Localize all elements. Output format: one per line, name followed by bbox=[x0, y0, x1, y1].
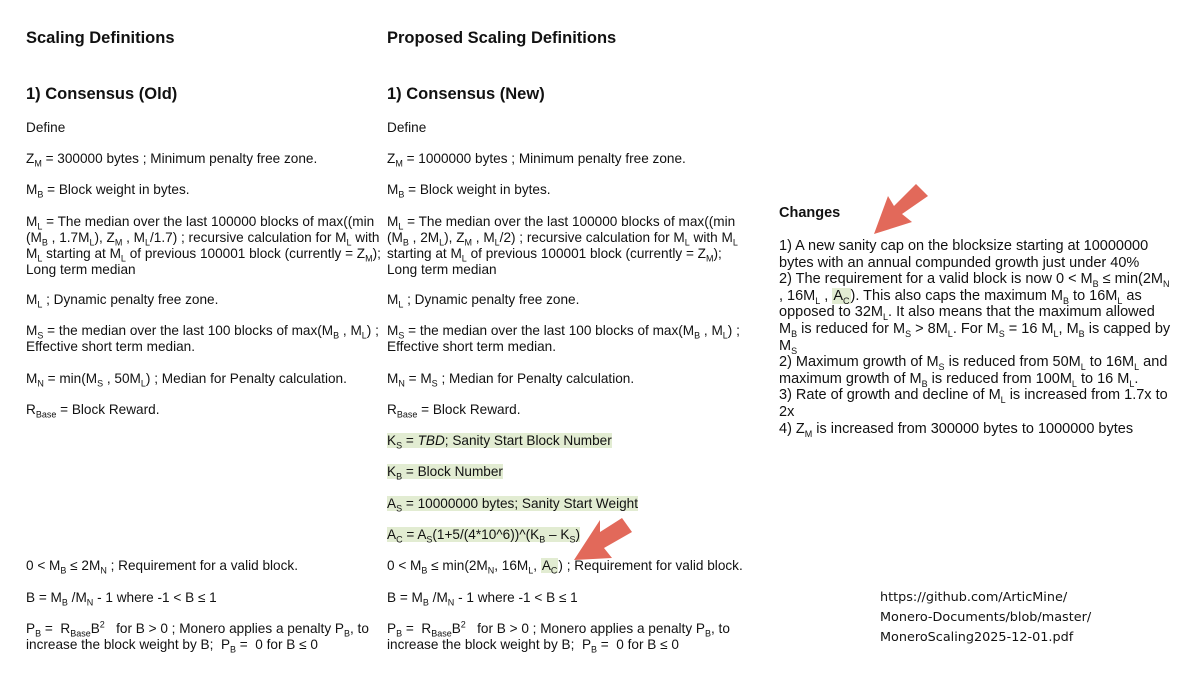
right-section-title: 1) Consensus (New) bbox=[387, 85, 545, 103]
changes-list bbox=[779, 238, 1171, 437]
left-ml-dynamic: $M_L$ ; Dynamic penalty free zone. bbox=[26, 292, 219, 310]
left-mb-definition: $M_B$ = Block weight in bytes. bbox=[26, 182, 190, 200]
left-zm-definition: $Z_M = 300000$ bytes ; Minimum penalty free zone. bbox=[26, 151, 318, 169]
right-heading: Proposed Scaling Definitions bbox=[387, 29, 617, 47]
right-mn-definition: $M_N = M_S$ ; Median for Penalty calculation. bbox=[387, 371, 635, 389]
change-item-1: 1) A new sanity cap on the blocksize starting at 10000000 bytes with an annual compunded growth just under 40% bbox=[779, 238, 1149, 271]
left-ms-definition: $M_S$ = the median over the last 100 blocks of $\max(M_B$ , $M_L$) ; Effective short term median. bbox=[26, 323, 379, 354]
left-b-definition: $B = M_B$ $/M_N - 1$ where -1 < B ≤ 1 bbox=[26, 590, 217, 608]
change-item-5: 4) $Z_M$ is increased from 300000 bytes to 1000000 bytes bbox=[779, 420, 1134, 439]
right-mb-definition: $M_B$ = Block weight in bytes. bbox=[387, 182, 551, 200]
left-define-label: Define bbox=[26, 120, 66, 135]
right-ac-definition: $A_C$ = $A_S(1+5/(4*10\^{}6))\^{}(K_B - K_S)$ bbox=[387, 527, 580, 545]
right-ks-definition: $K_S$ = TBD; Sanity Start Block Number bbox=[387, 433, 612, 451]
left-valid-block-requirement: $0 < M_B \le 2M_N$ ; Requirement for a valid block. bbox=[26, 558, 298, 576]
left-mn-definition: $M_N = \min(M_S$ , $50M_L$) ; Median for Penalty calculation. bbox=[26, 371, 347, 389]
change-item-4: 3) Rate of growth and decline of $M_L$ is increased from 1.7x to 2x bbox=[779, 387, 1168, 420]
left-rbase-definition: $R_{Base}$ = Block Reward. bbox=[26, 402, 160, 420]
right-define-label: Define bbox=[387, 120, 427, 135]
arrow-icon-shape bbox=[874, 184, 928, 234]
arrow-icon bbox=[570, 508, 636, 566]
right-zm-definition: $Z_M = 1000000$ bytes ; Minimum penalty free zone. bbox=[387, 151, 686, 169]
right-b-definition: $B = M_B$ $/M_N - 1$ where -1 < B ≤ 1 bbox=[387, 590, 578, 608]
changes-title: Changes bbox=[779, 205, 841, 221]
right-penalty-definition: $P_B = R_{Base}B^2$ for B > 0 ; Monero applies a penalty $P_B$, to increase the block weight by B; $P_B = 0$ for B ≤ 0 bbox=[387, 619, 730, 655]
arrow-icon bbox=[868, 182, 934, 240]
left-ml-definition: $M_L$ = The median over the last 100000 blocks of max((min ($M_B$ , $1.7M_L$), $Z_M$ , $M_L/1.7$) ; recursive calculation for $M_L$ with $M_L$ starting at $M_L$ of previous 100001 block (currently = $Z_M$); Long term median bbox=[26, 214, 381, 277]
source-url-line-3[interactable]: MoneroScaling2025-12-01.pdf bbox=[880, 630, 1074, 645]
right-ms-definition: $M_S$ = the median over the last 100 blocks of $\max(M_B$ , $M_L$) ; Effective short term median. bbox=[387, 323, 740, 354]
right-ml-definition: $M_L$ = The median over the last 100000 blocks of max((min ($M_B$ , $2M_L$), $Z_M$ , $M_L/2$) ; recursive calculation for $M_L$ with $M_L$ starting at $M_L$ of previous 100001 block (currently = $Z_M$); Long term median bbox=[387, 214, 738, 277]
right-rbase-definition: $R_{Base}$ = Block Reward. bbox=[387, 402, 521, 420]
source-url[interactable] bbox=[880, 588, 1091, 648]
left-heading: Scaling Definitions bbox=[26, 29, 175, 47]
change-item-2: 2) The requirement for a valid block is now $0 < M_B \le \min(2M_N$ , $16M_L$ , $A_C$). This also caps the maximum $M_B$ to $16M_L$ as opposed to $32M_L$. It also means that the maximum allowed $M_B$ is reduced for $M_S > 8M_L$. For $M_S = 16$ $M_L$, $M_B$ is capped by $M_S$ bbox=[779, 271, 1171, 356]
source-url-line-2[interactable]: Monero-Documents/blob/master/ bbox=[880, 610, 1092, 625]
right-kb-definition: $K_B$ = Block Number bbox=[387, 464, 503, 482]
change-item-3: 2) Maximum growth of $M_S$ is reduced from $50M_L$ to $16M_L$ and maximum growth of $M_B$ is reduced from $100M_L$ to 16 $M_L$. bbox=[779, 354, 1168, 389]
source-url-line-1[interactable]: https://github.com/ArticMine/ bbox=[880, 590, 1068, 605]
right-as-definition: $A_S = 10000000$ bytes; Sanity Start Weight bbox=[387, 496, 638, 514]
right-valid-block-requirement: $0 < M_B \le \min(2M_N$, $16M_L$, $A_C$) ; Requirement for valid block. bbox=[387, 558, 743, 576]
left-section-title: 1) Consensus (Old) bbox=[26, 85, 178, 103]
arrow-icon-shape bbox=[574, 518, 632, 560]
right-ml-dynamic: $M_L$ ; Dynamic penalty free zone. bbox=[387, 292, 580, 310]
left-penalty-definition: $P_B = R_{Base}B^2$ for B > 0 ; Monero applies a penalty $P_B$, to increase the block weight by B; $P_B = 0$ for B ≤ 0 bbox=[26, 619, 369, 655]
